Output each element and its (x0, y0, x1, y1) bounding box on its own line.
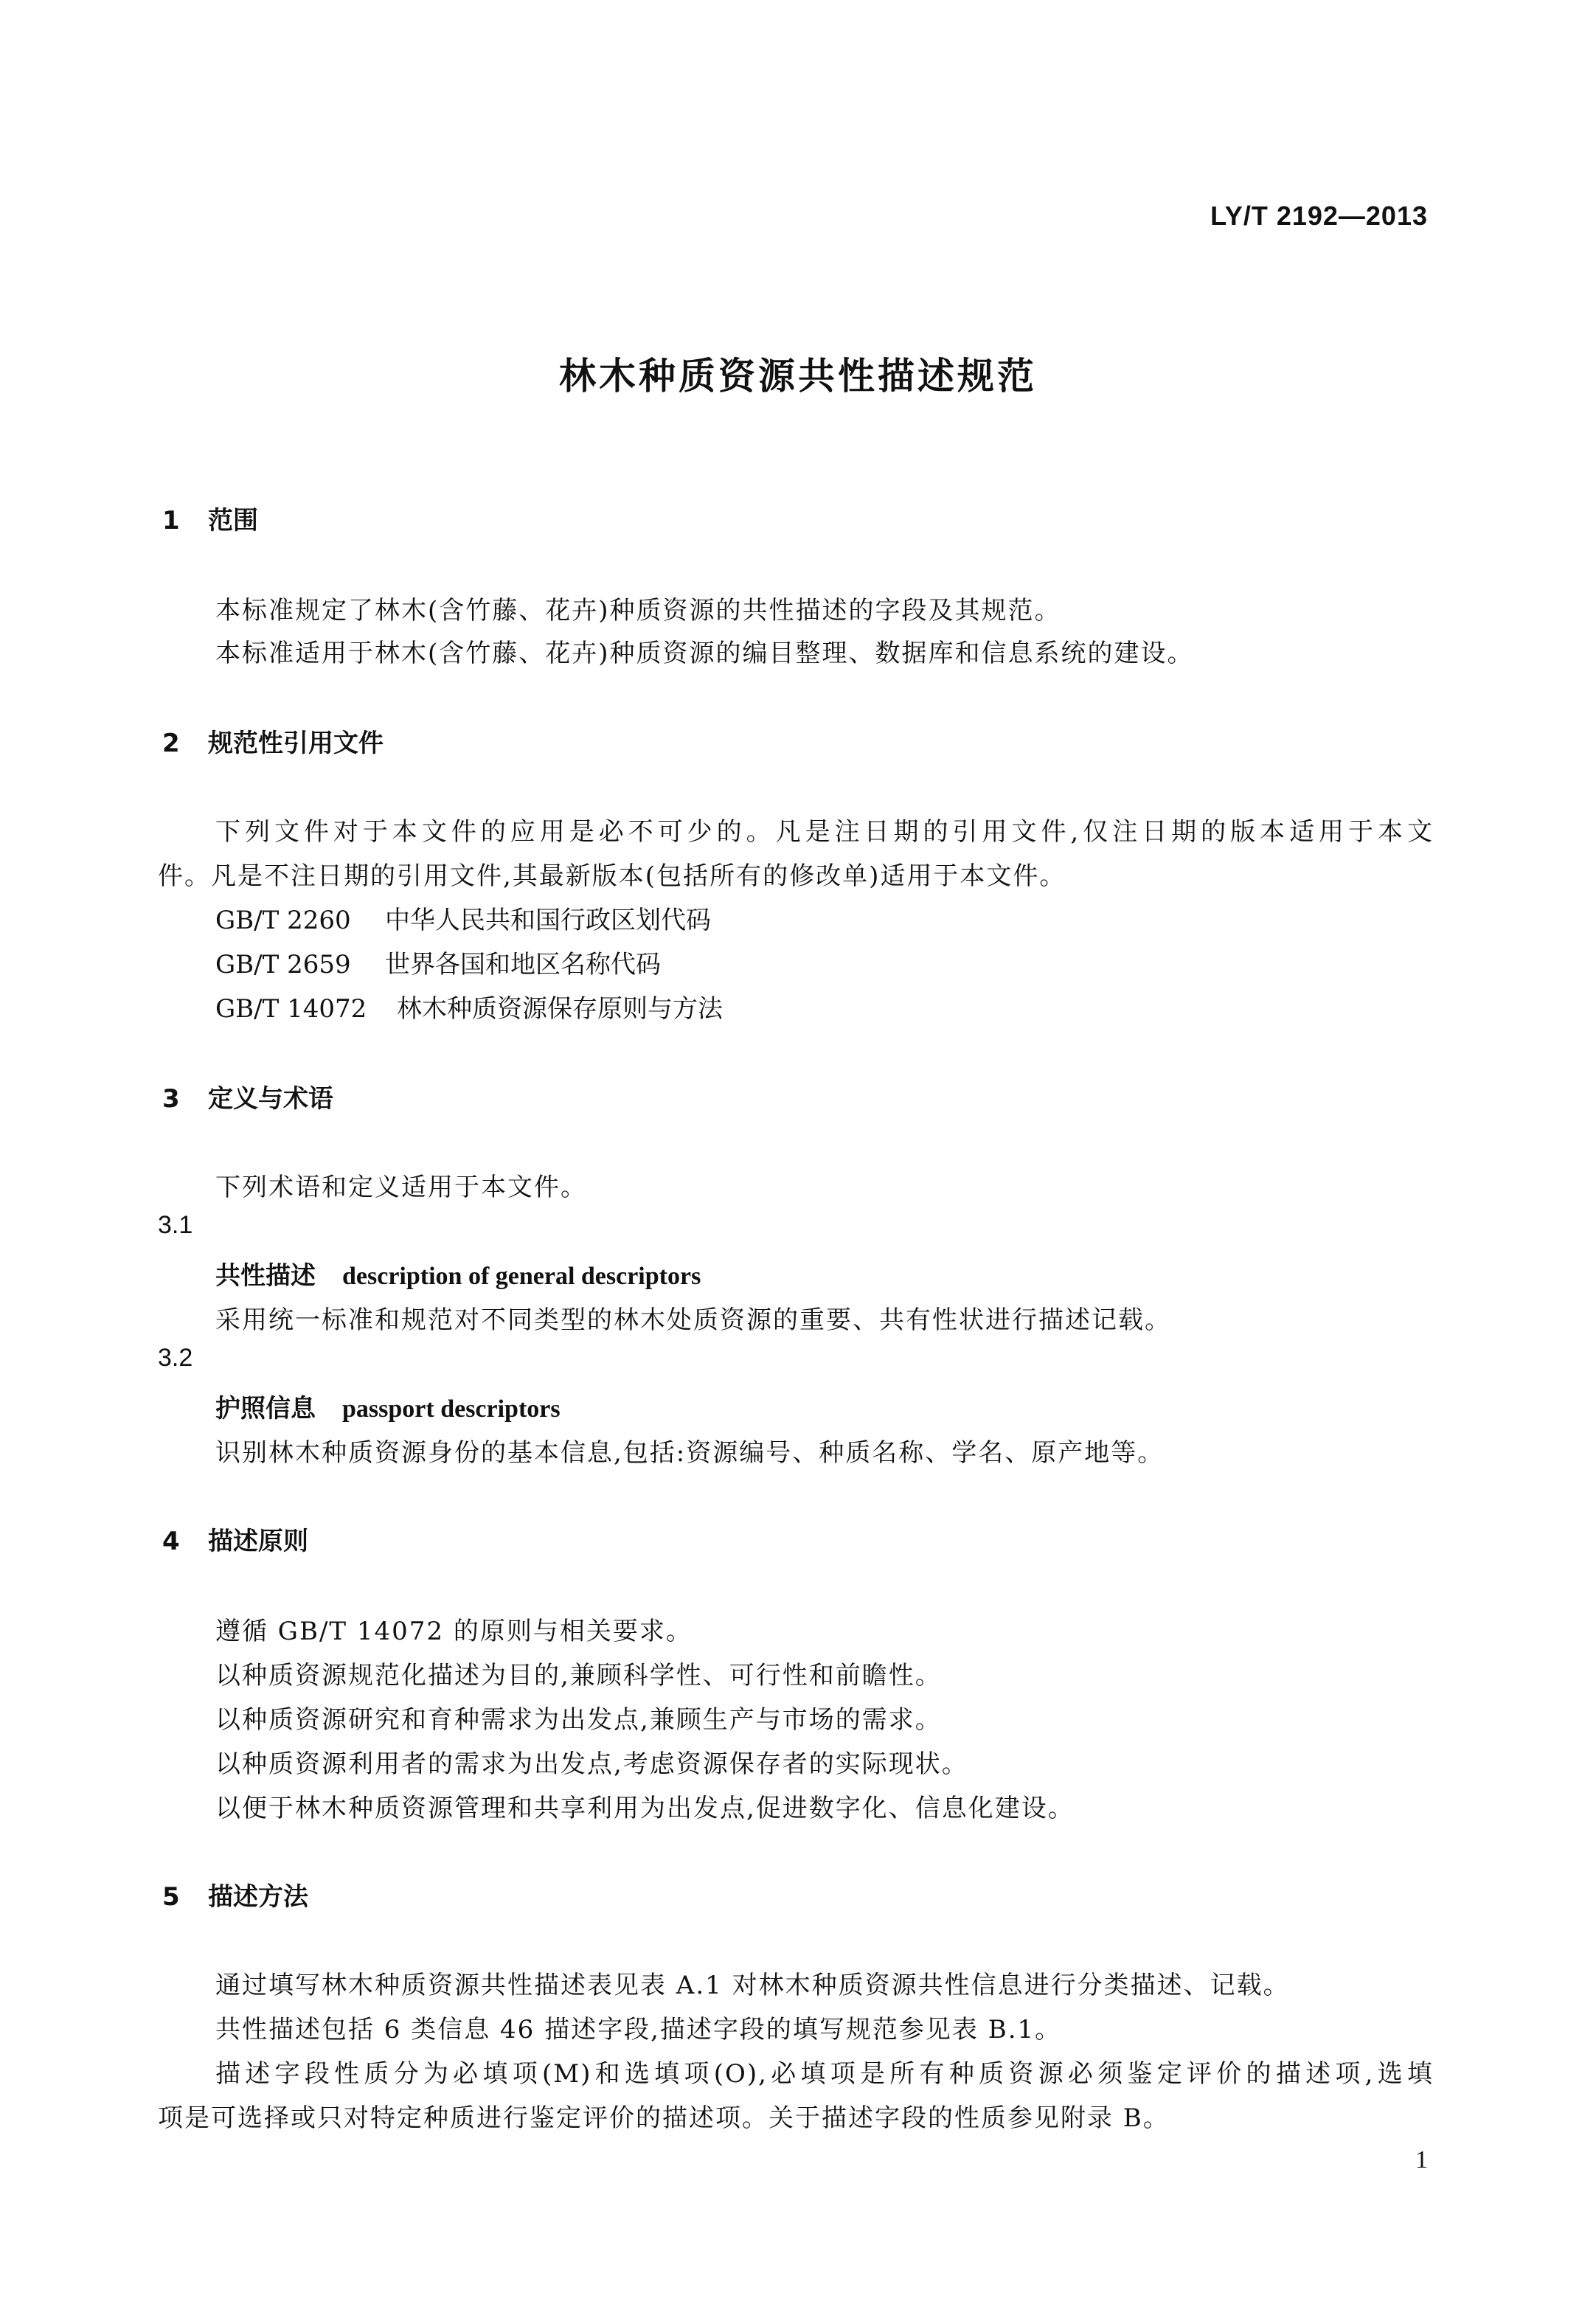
paragraph-continuation: 件。凡是不注日期的引用文件,其最新版本(包括所有的修改单)适用于本文件。 (158, 861, 1066, 891)
term-entry (215, 1388, 561, 1424)
section-title: 定义与术语 (208, 1084, 333, 1114)
term-entry (215, 1255, 701, 1291)
paragraph: 以种质资源利用者的需求为出发点,考虑资源保存者的实际现状。 (215, 1749, 968, 1779)
page-number: 1 (1415, 2146, 1428, 2174)
reference-title: 中华人民共和国行政区划代码 (385, 906, 711, 935)
reference-item (215, 944, 661, 980)
term-number: 3.2 (158, 1344, 193, 1372)
paragraph: 下列术语和定义适用于本文件。 (215, 1173, 587, 1202)
paragraph: 通过填写林木种质资源共性描述表见表 A.1 对林木种质资源共性信息进行分类描述、记载。 (215, 1971, 1290, 2000)
term-chinese: 护照信息 (215, 1394, 316, 1423)
paragraph: 本标准适用于林木(含竹藤、花卉)种质资源的编目整理、数据库和信息系统的建设。 (215, 639, 1194, 668)
paragraph: 下列文件对于本文件的应用是必不可少的。凡是注日期的引用文件,仅注日期的版本适用于本文 (215, 817, 1434, 847)
section-title: 规范性引用文件 (208, 729, 384, 758)
section-title: 描述方法 (208, 1882, 308, 1912)
paragraph: 描述字段性质分为必填项(M)和选填项(O),必填项是所有种质资源必须鉴定评价的描述项,选填 (215, 2059, 1434, 2089)
standard-code: LY/T 2192—2013 (1210, 201, 1428, 231)
paragraph: 以便于林木种质资源管理和共享利用为出发点,促进数字化、信息化建设。 (215, 1794, 1075, 1823)
section-number: 3 (162, 1084, 180, 1114)
document-title: 林木种质资源共性描述规范 (559, 355, 1037, 398)
term-definition: 识别林木种质资源身份的基本信息,包括:资源编号、种质名称、学名、原产地等。 (215, 1438, 1165, 1468)
section-number: 4 (162, 1527, 180, 1556)
paragraph: 以种质资源规范化描述为目的,兼顾科学性、可行性和前瞻性。 (215, 1661, 942, 1690)
term-definition: 采用统一标准和规范对不同类型的林木处质资源的重要、共有性状进行描述记载。 (215, 1305, 1171, 1335)
paragraph: 共性描述包括 6 类信息 46 描述字段,描述字段的填写规范参见表 B.1。 (215, 2015, 1062, 2044)
section-2-heading (162, 723, 384, 759)
section-number: 5 (162, 1882, 180, 1912)
term-chinese: 共性描述 (215, 1261, 316, 1291)
reference-code: GB/T 2260 (215, 906, 351, 935)
section-number: 2 (162, 729, 180, 758)
reference-title: 世界各国和地区名称代码 (385, 950, 661, 979)
paragraph-continuation: 项是可选择或只对特定种质进行鉴定评价的描述项。关于描述字段的性质参见附录 B。 (158, 2103, 1170, 2133)
section-title: 描述原则 (208, 1527, 308, 1556)
section-5-heading (162, 1876, 308, 1912)
section-title: 范围 (208, 506, 258, 535)
reference-title: 林木种质资源保存原则与方法 (397, 994, 723, 1024)
reference-item (215, 988, 723, 1024)
section-1-heading (162, 500, 258, 536)
reference-code: GB/T 2659 (215, 950, 351, 979)
section-number: 1 (162, 506, 180, 535)
reference-item (215, 900, 711, 936)
term-english: description of general descriptors (342, 1263, 701, 1290)
reference-code: GB/T 14072 (215, 994, 367, 1024)
term-number: 3.1 (158, 1211, 193, 1239)
paragraph: 遵循 GB/T 14072 的原则与相关要求。 (215, 1617, 693, 1646)
paragraph: 本标准规定了林木(含竹藤、花卉)种质资源的共性描述的字段及其规范。 (215, 596, 1061, 625)
section-4-heading (162, 1521, 308, 1557)
paragraph: 以种质资源研究和育种需求为出发点,兼顾生产与市场的需求。 (215, 1705, 942, 1735)
section-3-heading (162, 1078, 333, 1114)
term-english: passport descriptors (342, 1395, 561, 1423)
